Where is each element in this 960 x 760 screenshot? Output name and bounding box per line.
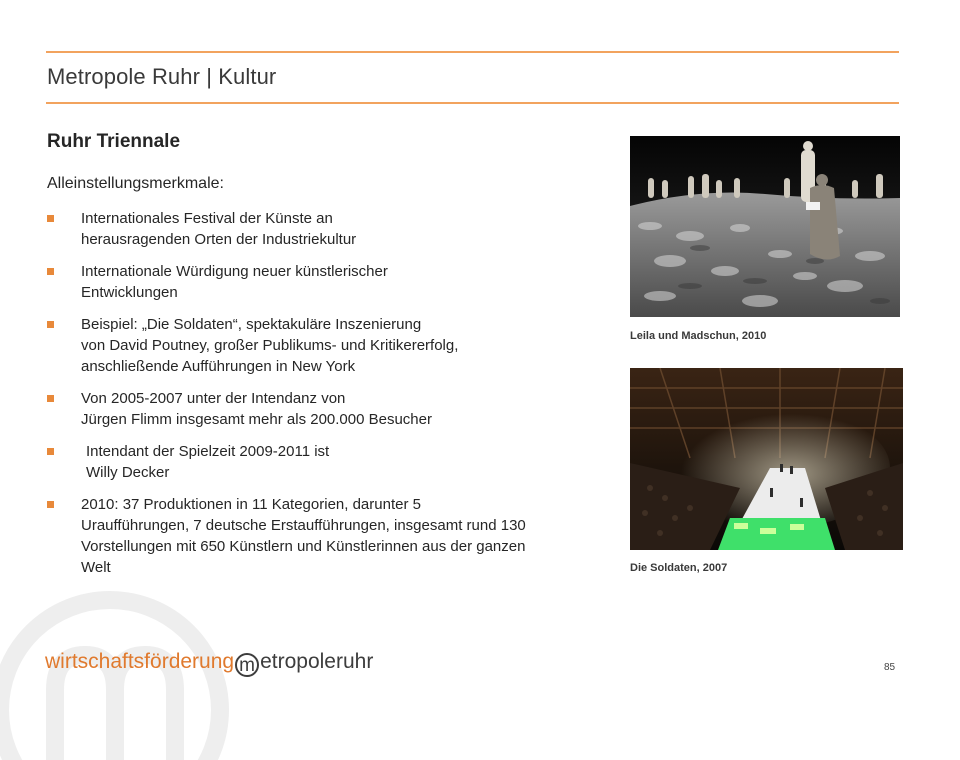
bullet-square-icon — [47, 215, 54, 222]
bullet-square-icon — [47, 268, 54, 275]
photo-caption: Leila und Madschun, 2010 — [630, 330, 767, 342]
bullet-text: Uraufführungen, 7 deutsche Erstaufführungen, insgesamt rund 130 — [81, 517, 526, 534]
photo-caption: Die Soldaten, 2007 — [630, 562, 728, 574]
bullet-item — [47, 441, 607, 483]
page-number: 85 — [884, 662, 896, 673]
bullet-text: von David Poutney, großer Publikums- und Kritikererfolg, — [81, 337, 459, 354]
logo-text-right: etropoleruhr — [260, 650, 374, 673]
bullet-square-icon — [47, 448, 54, 455]
slide-title: Metropole Ruhr | Kultur — [47, 64, 277, 89]
intro-label: Alleinstellungsmerkmale: — [47, 175, 224, 192]
header-rule-bottom — [46, 102, 899, 104]
bullet-item — [47, 494, 607, 578]
bullet-text: 2010: 37 Produktionen in 11 Kategorien, darunter 5 — [81, 496, 421, 513]
bullet-text: Welt — [81, 559, 111, 576]
bullet-text: Willy Decker — [86, 464, 170, 481]
header-rule-top — [46, 51, 899, 53]
bullet-list — [47, 208, 607, 589]
bullet-text: Internationales Festival der Künste an — [81, 210, 333, 227]
photo-leila-und-madschun — [630, 136, 900, 317]
bullet-item — [47, 208, 607, 250]
bullet-item — [47, 388, 607, 430]
bullet-item — [47, 261, 607, 303]
bullet-text: Von 2005-2007 unter der Intendanz von — [81, 390, 346, 407]
bullet-text: Intendant der Spielzeit 2009-2011 ist — [86, 443, 330, 460]
bullet-text: Entwicklungen — [81, 284, 178, 301]
bullet-text: Beispiel: „Die Soldaten“, spektakuläre Inszenierung — [81, 316, 422, 333]
bullet-text: Vorstellungen mit 650 Künstlern und Künstlerinnen aus der ganzen — [81, 538, 526, 555]
bullet-square-icon — [47, 501, 54, 508]
bullet-item — [47, 314, 607, 377]
bullet-text: Internationale Würdigung neuer künstlerischer — [81, 263, 388, 280]
section-title: Ruhr Triennale — [47, 131, 181, 152]
bullet-square-icon — [47, 321, 54, 328]
bullet-text: anschließende Aufführungen in New York — [81, 358, 356, 375]
bullet-text: herausragenden Orten der Industriekultur — [81, 231, 357, 248]
logo-text-left: wirtschaftsförderung — [45, 650, 235, 673]
logo-m-mark-icon: m — [235, 653, 259, 677]
photo-die-soldaten — [630, 368, 903, 550]
bullet-square-icon — [47, 395, 54, 402]
bullet-text: Jürgen Flimm insgesamt mehr als 200.000 Besucher — [81, 411, 432, 428]
wirtschaftsfoerderung-logo — [45, 650, 373, 678]
